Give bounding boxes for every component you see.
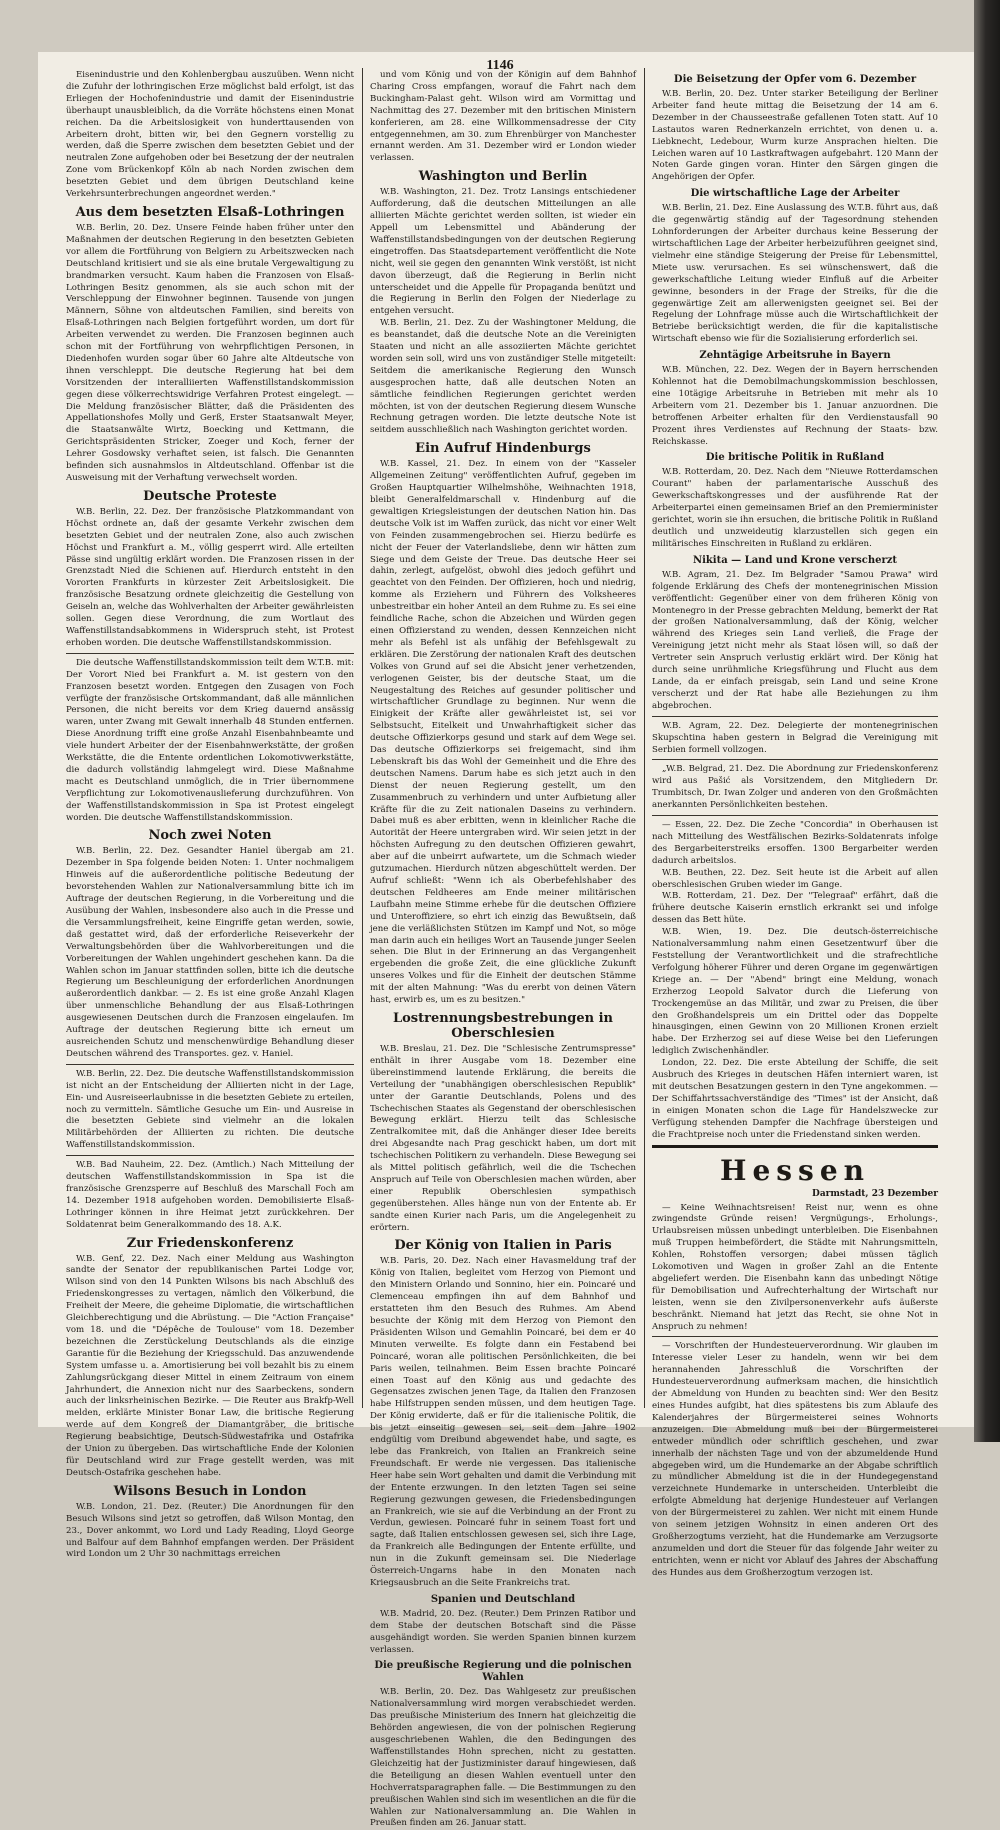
column-2 [370, 70, 636, 1829]
binding-edge [974, 0, 1000, 1442]
column-rule [362, 68, 363, 1408]
article-paragraph: W.B. Berlin, 22. Dez. Der französische Platzkommandant von Höchst ordnete an, daß der gesamte Verkehr zwischen dem besetzten Gebiet und der neutralen Zone, also auch zwischen Höchst und Frankfurt a. M., völlig gesperrt wird. Alle erteilten Pässe sind ungültig erklärt worden. Die Franzosen rissen in der Grenzstadt Nied die Schienen auf. Hierdurch entsteht in den Vororten Frankfurts in kürzester Zeit Arbeitslosigkeit. Die französische Besatzung ordnete gleichzeitig die Gestellung von Geiseln an, welche das Wohlverhalten der Arbeiter gewährleisten sollen. Gegen diese Verordnung, die zum Wortlaut des Waffenstillstandsabkommens in Widerspruch steht, ist Protest erhoben worden. Die deutsche Waffenstillstandskommission. [66, 506, 354, 648]
article-paragraph: W.B. Agram, 21. Dez. Im Belgrader "Samou Prawa" wird folgende Erklärung des Chefs der montenegrinischen Mission veröffentlicht: Gegenüber einer von dem früheren König von Montenegro in der Presse gebrachten Meldung, bemerkt der Rat der großen Nationalversammlung, daß der König, welcher während des Krieges sein Land verließ, die Frage der Vereinigung jetzt nicht mehr als Staat lösen will, so daß der Vertreter sein Anspruch verlustig erklärt wird. Der König hat durch seine unrühmliche Kriegsführung und Flucht aus dem Lande, da er einfach preisgab, sein Land und seine Krone verscherzt und der Rat habe alle Beziehungen zu ihm abgebrochen. [652, 569, 938, 711]
article-separator [66, 1155, 354, 1156]
article-headline: Lostrennungsbestrebungen in Oberschlesien [393, 1010, 613, 1041]
article-paragraph: W.B. Madrid, 20. Dez. (Reuter.) Dem Prinzen Ratibor und dem Stabe der deutschen Botschaft sind die Pässe ausgehändigt worden. Sie werden Spanien binnen kurzem verlassen. [370, 1608, 636, 1655]
article-headline: Washington und Berlin [418, 169, 588, 185]
article-headline: Die britische Politik in Rußland [705, 452, 885, 464]
article-separator [652, 1145, 938, 1148]
article-paragraph: W.B. Agram, 22. Dez. Delegierte der montenegrinischen Skupschtina haben gestern in Belgrad die Vereinigung mit Serbien formell vollzogen. [652, 720, 938, 755]
article-separator [652, 716, 938, 717]
article-separator [652, 1336, 938, 1337]
column-rule [644, 68, 645, 1408]
article-headline: Spanien und Deutschland [430, 1593, 576, 1605]
article-headline: Aus dem besetzten Elsaß-Lothringen [75, 204, 345, 220]
column-1 [66, 70, 354, 1560]
article-paragraph: Eisenindustrie und den Kohlenbergbau auszuüben. Wenn nicht die Zufuhr der lothringischen Erze möglichst bald erfolgt, ist das Erliegen der Hochofenindustrie und damit der Eisenindustrie überhaupt unausbleiblich, da die Vorräte höchstens einen Monat reichen. Da die Arbeitslosigkeit von hunderttausenden von Arbeitern droht, bitten wir, bei den Gegnern vorstellig zu werden, daß die Sperre zwischen dem besetzten Gebiet und der neutralen Zone aufgehoben oder bei Besetzung der der neutralen Zone vom Brückenkopf Köln ab nach Norden zwischen dem besetzten Gebiet und dem übrigen Deutschland keine Verkehrsunterbrechungen angeordnet werden." [66, 70, 354, 200]
article-paragraph: W.B. Breslau, 21. Dez. Die "Schlesische Zentrumspresse" enthält in ihrer Ausgabe vom 18. Dezember eine übereinstimmend lautende Erklärung, die bereits die Verteilung der "unabhängigen oberschlesischen Republik" unter der Garantie Deutschlands, Polens und des Tschechischen Staates als Gegenstand der oberschlesischen Bewegung erklärt. Hierzu teilt das Schlesische Zentralkomitee mit, daß die Anhänger dieser Idee bereits drei Abgesandte nach Prag geschickt haben, um dort mit tschechischen Politikern zu verhandeln. Diese Bewegung sei als Mittel politisch gefährlich, weil die die Tschechen Anspruch auf Teile von Oberschlesien machen würden, aber einer Republik Oberschlesien sympathisch gegenüberstehen. Alles hänge nun von der Entente ab. Er sandte einen Kurier nach Paris, um die Angelegenheit zu erörtern. [370, 1043, 636, 1233]
article-paragraph: W.B. Genf, 22. Dez. Nach einer Meldung aus Washington sandte der Senator der republikanischen Partei Lodge vor, Wilson sind von den 14 Punkten Wilsons bis nach Abschluß des Friedenskongresses zu vertagen, nämlich den Völkerbund, die Freiheit der Meere, die geheime Diplomatie, die wirtschaftlichen Gleichberechtigung und die Abrüstung. — Die "Action Française" vom 18. und die "Dépêche de Toulouse" vom 18. Dezember bezeichnen die Zerstückelung Deutschlands als die einzige Garantie für die Beziehung der Kriegsschuld. Das anzuwendende System umfasse u. a. Amortisierung bei voll bezahlt bis zu einem Zahlungsrückgang dieser Mittel in einem Zeitraum von einem Jahrhundert, die Annexion nicht nur des Saarbeckens, sondern auch der linksrheinischen Bezirke. — Die Reuter aus Brakfp-Well melden, erklärte Minister Bonar Law, die britische Regierung werde auf dem Kongreß der Diamantgräber, die britische Regierung beabsichtige, Deutsch-Südwestafrika und Ostafrika der Union zu übergeben. Das wirtschaftliche Ende der Kolonien für Deutschland wird zur Frage gestellt werden, was mit Deutsch-Ostafrika geschehen habe. [66, 1253, 354, 1478]
article-paragraph: W.B. Washington, 21. Dez. Trotz Lansings entschiedener Aufforderung, daß die deutschen Mitteilungen an alle alliierten Mächte gerichtet werden sollten, ist wieder ein Appell um Lebensmittel und Abänderung der Waffenstillstandsbedingungen von der deutschen Regierung eingetroffen. Das Staatsdepartement veröffentlicht die Note nicht, weil sie gegen den genannten Wink verstößt, ist nicht davon überzeugt, daß die Regierung in Berlin nicht unterscheidet und die Appelle für Propaganda benützt und die Regierung in Berlin den Folgen der Niederlage zu entgehen versucht. [370, 187, 636, 317]
article-paragraph: W.B. Wien, 19. Dez. Die deutsch-österreichische Nationalversammlung nahm einen Gesetzentwurf über die Feststellung der Verantwortlichkeit und die strafrechtliche Verfolgung höherer Führer und deren Organe im gegenwärtigen Kriege an. — Der "Abend" bringt eine Meldung, wonach Erzherzog Leopold Salvator durch die Lieferung von Trockengemüse an das Militär, und zwar zu Preisen, die über den Großhandelspreis um ein Drittel oder das Doppelte hinausgingen, einen Gewinn von 20 Millionen Kronen erzielt habe. Der Erzherzog sei auf diese Weise bei den Lieferungen lediglich Zwischenhändler. [652, 927, 938, 1057]
section-headline: Hessen [720, 1153, 870, 1187]
article-headline: Zehntägige Arbeitsruhe in Bayern [699, 350, 891, 362]
article-paragraph: W.B. Berlin, 20. Dez. Unsere Feinde haben früher unter den Maßnahmen der deutschen Regierung in den besetzten Gebieten vor allem die Fortführung von Belgiern zu Arbeitszwecken nach Deutschland kritisiert und sie als eine brutale Vergewaltigung zu brandmarken versucht. Kaum haben die Franzosen von Elsaß-Lothringen Besitz genommen, als sie auch schon mit der Verschleppung der Einwohner beginnen. Tausende von jungen Männern, Söhne von altdeutschen Familien, sind bereits von Elsaß-Lothringen nach Belgien fortgeführt worden, um dort für Arbeiten verwendet zu werden. Die Franzosen beginnen auch schon mit der Fortführung von wehrpflichtigen Personen, in Diedenhofen wurden sogar über 60 Jahre alte Altdeutsche von ihnen verschleppt. Die deutsche Regierung hat bei dem Vorsitzenden der interalliierten Waffenstillstandskommission gegen diese völkerrechtswidrige Verfahren Protest eingelegt. — Die Meldung französischer Blätter, daß die Präsidenten des Appellationshofes Molly und Gerß, Erster Staatsanwalt Meyer, die Staatsanwälte Wirtz, Boecking und Kettmann, die Gerichtspräsidenten Stricker, Zoeger und Koch, ferner der Lehrer Gosdowsky verhaftet seien, ist falsch. Die Genannten befinden sich ausnahmslos in Altdeutschland. Offenbar ist die Ausweisung mit der Verhaftung verwechselt worden. [66, 222, 354, 483]
article-separator [652, 815, 938, 816]
article-headline: Die Beisetzung der Opfer vom 6. Dezember [673, 74, 917, 85]
column-3 [652, 70, 938, 1578]
article-paragraph: W.B. Paris, 20. Dez. Nach einer Havasmeldung traf der König von Italien, begleitet vom Herzog von Piemont und den Ministern Orlando und Sonnino, hier ein. Poincaré und Clemenceau empfingen ihn auf dem Bahnhof und erstatteten ihm den Besuch des Ruhmes. Am Abend besuchte der König mit dem Herzog von Piemont den Präsidenten Wilson und Gemahlin Poincaré, bei dem er 40 Minuten verweilte. Es folgte dann ein Festabend bei Poincaré, woran alle politischen Persönlichkeiten, die bei Paris weilen, teilnahmen. Beim Essen brachte Poincaré einen Toast auf den König aus und gedachte des Gegensatzes zwischen jenen Tage, da Italien den Franzosen habe Hilfstruppen senden müssen, und dem heutigen Tage. Der König erwiderte, daß er für die italienische Politik, die bis jetzt einseitig gewesen sei, seit dem Jahre 1902 endgültig vom Dreibund abgewendet habe, und sagte, es lebe das Frankreich, von Italien an Frankreich seine Freundschaft. Er werde nie vergessen. Das italienische Heer habe sein Wort gehalten und damit die Verbindung mit der Entente erzwungen. In den letzten Tagen sei seine Regierung gezwungen gewesen, die Friedensbedingungen an Frankreich, wie sie auf die Verbindung an der Front zu Verdun, gewiesen. Poincaré fuhr in seinem Toast fort und sagte, daß Italien entschlossen gewesen sei, sich ihre Lage, da Frankreich alle Bedingungen der Entente erfüllte, und nun in die Zukunft gemeinsam sei. Die Niederlage Österreich-Ungarns habe in den Monaten nach Kriegsausbruch an die Seite Frankreichs trat. [370, 1256, 636, 1588]
article-paragraph: Die deutsche Waffenstillstandskommission teilt dem W.T.B. mit: Der Vorort Nied bei Frankfurt a. M. ist gestern von den Franzosen besetzt worden. Entgegen den Zusagen von Foch verfügte der französische Ortskommandant, daß alle männlichen Personen, die nicht bereits vor dem Krieg dauernd ansässig waren, unter Zwang mit Gewalt innerhalb 48 Stunden entfernen. Diese Anordnung trifft eine große Anzahl Eisenbahnbeamte und viele hundert Arbeiter der der Eisenbahnwerkstätte, der großen Werkstätte, die die Entente ordentlichen Lokomotivwerkstätte, die dadurch vollständig lahmgelegt wird. Diese Maßnahme macht es Deutschland unmöglich, die in Trier übernommene Verpflichtung zur Lokomotivenauslieferung durchzuführen. Von der Waffenstillstandskommission in Spa ist Protest eingelegt worden. Die deutsche Waffenstillstandskommission. [66, 657, 354, 823]
article-paragraph: „W.B. Belgrad, 21. Dez. Die Abordnung zur Friedenskonferenz wird aus Pašić als Vorsitzendem, den Mitgliedern Dr. Trumbitsch, Dr. Iwan Zolger und anderen von den Großmächten anerkannten Persönlichkeiten bestehen. [652, 764, 938, 811]
page-number: 1146 [486, 58, 514, 73]
article-headline: Die preußische Regierung und die polnischen Wahlen [374, 1660, 632, 1684]
article-paragraph: W.B. Beuthen, 22. Dez. Seit heute ist die Arbeit auf allen oberschlesischen Gruben wieder im Gange. [652, 867, 938, 890]
article-headline: Zur Friedenskonferenz [126, 1235, 294, 1251]
article-paragraph: W.B. Berlin, 20. Dez. Das Wahlgesetz zur preußischen Nationalversammlung wird morgen verabschiedet werden. Das preußische Ministerium des Innern hat gleichzeitig die Behörden angewiesen, die von der polnischen Regierung ausgeschriebenen Wahlen, die den Bedingungen des Waffenstillstandes Hohn sprechen, nicht zu gestatten. Gleichzeitig hat der Justizminister darauf hingewiesen, daß die Beteiligung an diesen Wahlen eventuell unter den Hochverratsparagraphen falle. — Die Bestimmungen zu den preußischen Wahlen sind sich im wesentlichen an die für die Wahlen zur Nationalversammlung an. Die Wahlen in Preußen finden am 26. Januar statt. [370, 1687, 636, 1829]
article-headline: Ein Aufruf Hindenburgs [415, 441, 591, 457]
article-paragraph: W.B. Rotterdam, 21. Dez. Der "Telegraaf" erfährt, daß die frühere deutsche Kaiserin ernstlich erkrankt sei und infolge dessen das Bett hüte. [652, 891, 938, 926]
article-separator [66, 653, 354, 654]
article-headline: Deutsche Proteste [143, 488, 277, 504]
section-dateline: Darmstadt, 23 Dezember [812, 1188, 938, 1199]
article-paragraph: W.B. München, 22. Dez. Wegen der in Bayern herrschenden Kohlennot hat die Demobilmachungskommission beschlossen, eine 10tägige Arbeitsruhe in Betrieben mit mehr als 10 Arbeitern vom 21. Dezember bis 1. Januar anzuordnen. Die betroffenen Arbeiter erhalten für den Verdienstausfall 90 Prozent ihres Verdienstes auf Rechnung der Staats- bzw. Reichskasse. [652, 365, 938, 447]
article-paragraph: und vom König und von der Königin auf dem Bahnhof Charing Cross empfangen, worauf die Fahrt nach dem Buckingham-Palast geht. Wilson wird am Vormittag und Nachmittag des 27. Dezember mit den britischen Ministern konferieren, am 28. eine Willkommensadresse der City entgegennehmen, am 30. zum Ehrenbürger von Manchester ernannt werden. Am 31. Dezember wird er London wieder verlassen. [370, 70, 636, 164]
article-headline: Der König von Italien in Paris [394, 1238, 612, 1254]
article-paragraph: — Essen, 22. Dez. Die Zeche "Concordia" in Oberhausen ist nach Mitteilung des Westfälischen Bezirks-Soldatenrats infolge des Bergarbeiterstreiks ersoffen. 1300 Bergarbeiter werden dadurch arbeitslos. [652, 820, 938, 866]
article-headline: Nikita — Land und Krone verscherzt [692, 554, 898, 566]
article-paragraph: W.B. Berlin, 22. Dez. Die deutsche Waffenstillstandskommission ist nicht an der Entscheidung der Alliierten nicht in der Lage, Ein- und Ausreiseerlaubnisse in die besetzten Gebiete zu erteilen, noch zu vermitteln. Sämtliche Gesuche um Ein- und Ausreise in die besetzten Gebiete sind vielmehr an die lokalen Militärbehörden der Alliierten zu richten. Die deutsche Waffenstillstandskommission. [66, 1068, 354, 1151]
article-headline: Die wirtschaftliche Lage der Arbeiter [690, 188, 900, 200]
article-headline: Wilsons Besuch in London [113, 1483, 307, 1499]
article-paragraph: — Keine Weihnachtsreisen! Reist nur, wenn es ohne zwingendste Gründe reisen! Vergnügungs-, Erholungs-, Urlaubsreisen müssen unbedingt unterbleiben. Die Eisenbahnen muß Truppen heimbefördert, die Städte mit Nahrungsmitteln, Kohlen, Rohstoffen versorgen; dabei müssen täglich Lokomotiven und Wagen in großer Zahl an die Entente abgeliefert werden. Die Eisenbahn kann das unbedingt Nötige für Demobilisation und Aufrechterhaltung der Wirtschaft nur leisten, wenn sie den Zivilpersonenverkehr aufs äußerste beschränkt. Niemand hat jetzt das Recht, sie ohne Not in Anspruch zu nehmen! [652, 1202, 938, 1332]
article-paragraph: London, 22. Dez. Die erste Abteilung der Schiffe, die seit Ausbruch des Krieges in deutschen Häfen interniert waren, ist mit deutschen Besatzungen gestern in den Tyne angekommen. — Der Schiffahrtssachverständige des "Times" ist der Ansicht, daß in einigen Monaten schon die Lage für Handelszwecke zur Verfügung stehenden Dampfer die Nachfrage übersteigen und die Frachtpreise noch unter die Friedenstand sinken werden. [652, 1058, 938, 1140]
article-paragraph: — Vorschriften der Hundesteuerverordnung. Wir glauben im Interesse vieler Leser zu handeln, wenn wir bei dem herannahenden Jahresschluß die Vorschriften der Hundesteuerverordnung aufmerksam machen, die hinsichtlich der Abmeldung von Hunden zu beachten sind: Wer den Besitz eines Hundes aufgibt, hat dies spätestens bis zum Ablaufe des Kalenderjahres der Bürgermeisterei seines Wohnorts anzuzeigen. Die Abmeldung muß bei der Bürgermeisterei entweder mündlich oder schriftlich geschehen, und zwar innerhalb der nächsten Tage und von der abzumeldende Hund abgegeben wird, um die Hundemarke an der Abgabe schriftlich zu mündlicher Abmeldung ist die in der Hundegegenstand verzeichnete Hundemarke in unterscheiden. Unterbleibt die erfolgte Abmeldung hat derjenige Hundesteuer auf Verlangen von der Bürgermeisterei zu zahlen. Wer nicht mit einem Hunde von seinem jetzigen Wohnsitz in einen anderen Ort des Großherzogtums verzieht, hat die Hundemarke am Verzugsorte anzumelden und dort die Steuer für das folgende Jahr weiter zu entrichten, wenn er nicht vor Ablauf des Jahres der Abschaffung des Hundes aus dem Großherzogtum verzogen ist. [652, 1341, 938, 1578]
article-paragraph: W.B. Kassel, 21. Dez. In einem von der "Kasseler Allgemeinen Zeitung" veröffentlichten Aufruf, gegeben im Großen Hauptquartier Wilhelmshöhe, Weihnachten 1918, bleibt Generalfeldmarschall v. Hindenburg auf die gewaltigen Kriegsleistungen der deutschen Nation hin. Das deutsche Volk ist im Waffen zurück, das nicht vor einer Welt von Feinden zusammengebrochen sei. Hierzu bedürfe es nicht der Feuer der Vaterlandsliebe, denn wir hätten zum Siege und dem Geiste der Treue. Das deutsche Heer sei dahin, zerlegt, aufgelöst, obwohl dies jedoch geführt und geachtet von den Feinden. Der Offizieren, hoch und niedrig, komme als Erziehern und Führern des Volksheeres unbestreitbar ein hoher Anteil an dem Ruhme zu. Es sei eine feindliche Rache, schon die Abzeichen und Würden gegen einen Offizierstand zu wenden, dessen Kennzeichen nicht mehr als Befehl ist als unfähig der Befehlsgewalt zu erklären. Die Zerstörung der nationalen Kraft des deutschen Volkes von Grund auf sei die Absicht jener verhetzenden, verlogenen Geister, bis der deutsche Staat, um die Neugestaltung des Reiches auf gesunder politischer und wirtschaftlicher Grundlage zu beginnen. Nur wenn die Einigkeit der Kräfte aller gewährleistet ist, sei vor Selbstsucht, Eitelkeit und Unwahrhaftigkeit sicher das deutsche Offizierkorps gesund und stark auf dem Wege sei. Das deutsche Offizierkorps sei freigemacht, sind ihm Lebenskraft bis das Wohl der Gemeinheit und die Ehre des deutschen Namens. Darum habe es sich jetzt auch in den Dienst der neuen Regierung gestellt, um den Zusammenbruch zu verhindern und unter Aufbietung aller Kräfte für die zu Zeit nationalen Daseins zu verhindern. Dabei muß es aber erbitten, wenn in kleinlicher Rache die Autorität der Heere untergraben wird. Wir seien jetzt in der höchsten Aufregung zu den deutschen Offizieren gewahrt, aber auf die unbeirrt aufwartete, um die Schmach wieder gutzumachen. Hierdurch nützen abgeschüttelt werden. Der Aufruf schließt: "Wenn ich als Oberbefehlshaber des deutschen Feldheeres am Ende meiner militärischen Laufbahn meine Stimme erhebe für die deutschen Offiziere und Unteroffiziere, so ehrt ich einzig das Bewußtsein, daß jene die verläßlichsten Stützen im Kampf und Not, so möge man darin auch ein heiliges Wort an Tausende junger Seelen sehen. Die Blut in der Erinnerung an das Vergangenheit ergebenden die große Zeit, die eine glückliche Zukunft unseres Volkes und für die Einheit der deutschen Stämme mit der alten Mahnung: "Was du ererbt von deinen Vätern hast, erwirb es, um es zu besitzen." [370, 459, 636, 1006]
article-separator [652, 759, 938, 760]
article-separator [66, 1064, 354, 1065]
article-paragraph: W.B. Bad Nauheim, 22. Dez. (Amtlich.) Nach Mitteilung der deutschen Waffenstillstandskommission in Spa ist die französische Grenzsperre auf Beschluß des Marschall Foch am 14. Dezember 1918 aufgehoben worden. Demobilisierte Elsaß-Lothringer können in ihre Heimat jetzt zurückkehren. Der Soldatenrat beim Generalkommando des 18. A.K. [66, 1160, 354, 1230]
article-paragraph: W.B. Berlin, 21. Dez. Zu der Washingtoner Meldung, die es beanstandet, daß die deutsche Note an die Vereinigten Staaten und nicht an alle assoziierten Mächte gerichtet worden sein soll, wird uns von zuständiger Stelle mitgeteilt: Seitdem die amerikanische Regierung den Wunsch ausgesprochen hatte, daß alle deutschen Noten an sämtliche feindlichen Regierungen gerichtet werden möchten, ist von der deutschen Regierung diesem Wunsche Rechnung getragen worden. Die letzte deutsche Note ist seitdem ausschließlich nach Washington gerichtet worden. [370, 318, 636, 436]
article-paragraph: W.B. Berlin, 21. Dez. Eine Auslassung des W.T.B. führt aus, daß die gegenwärtig ständig auf der Tagesordnung stehenden Lohnforderungen der Arbeiter durchaus keine Besserung der wirtschaftlichen Lage der Arbeiter herbeizuführen geeignet sind, vielmehr eine ständige Steigerung der Preise für Lebensmittel, Miete usw. verursachen. Es sei wünschenswert, daß die gewerkschaftliche Leitung wieder Einfluß auf die Arbeiter gewinne, besonders in der Frage der Streiks, für die die gegenwärtige Zeit am allerwenigsten geeignet sei. Bei der Regelung der Lohnfrage müsse auch die Wirtschaftlichkeit der Betriebe berücksichtigt werden, die für die kapitalistische Wirtschaft ebenso wie für die Sozialisierung erforderlich sei. [652, 203, 938, 345]
article-paragraph: W.B. Rotterdam, 20. Dez. Nach dem "Nieuwe Rotterdamschen Courant" haben der parlamentarische Ausschuß des Gewerkschaftskongresses und der ausführende Rat der Arbeiterpartei einen gemeinsamen Brief an den Premierminister gerichtet, worin sie ihn ersuchen, die britische Politik in Rußland deutlich und unzweideutig klarzustellen sich gegen ein militärisches Einschreiten in Rußland zu erklären. [652, 467, 938, 549]
article-paragraph: W.B. Berlin, 22. Dez. Gesandter Haniel übergab am 21. Dezember in Spa folgende beiden Noten: 1. Unter nochmaligem Hinweis auf die außerordentliche politische Bedeutung der bevorstehenden Wahlen zur Nationalversammlung bitte ich im Auftrage der deutschen Regierung, in die Vorbereitung und die Ausübung der Wahlen, insbesondere also auch in die Presse und die Versammlungsfreiheit, keine Eingriffe getan werden, sowie, daß gestattet wird, daß der erforderliche Reiseverkehr der Verwaltungsbehörden über die Wahlvorbereitungen und die Vorbereitungen der Wahlen ungehindert geschehen kann. Da die Wahlen schon im Januar stattfinden sollen, bitte ich die deutsche Regierung um Beschleunigung der erforderlichen Anordnungen außerordentlich dankbar. — 2. Es ist eine große Anzahl Klagen über unmenschliche Behandlung der aus Elsaß-Lothringen ausgewiesenen Deutschen durch die Franzosen eingelaufen. Im Auftrage der deutschen Regierung bitte ich erneut um ausreichenden Schutz und menschenwürdige Behandlung dieser Deutschen während des Transportes. gez. v. Haniel. [66, 846, 354, 1059]
article-headline: Noch zwei Noten [148, 828, 272, 844]
article-paragraph: W.B. London, 21. Dez. (Reuter.) Die Anordnungen für den Besuch Wilsons sind jetzt so getroffen, daß Wilson Montag, den 23., Dover ankommt, wo Lord und Lady Reading, Lloyd George und Balfour auf dem Bahnhof empfangen werden. Der Präsident wird London um 2 Uhr 30 nachmittags erreichen [66, 1501, 354, 1560]
article-paragraph: W.B. Berlin, 20. Dez. Unter starker Beteiligung der Berliner Arbeiter fand heute mittag die Beisetzung der 14 am 6. Dezember in der Chausseestraße gefallenen Toten statt. Auf 10 Lastautos waren Rednerkanzeln errichtet, von denen u. a. Liebknecht, Ledebour, Wurm kurze Ansprachen hielten. Die Leichen waren auf 10 Lastkraftwagen aufgebahrt. 120 Mann der Noten Garde gingen voran. Hinter den Särgen gingen die Angehörigen der Opfer. [652, 89, 938, 183]
